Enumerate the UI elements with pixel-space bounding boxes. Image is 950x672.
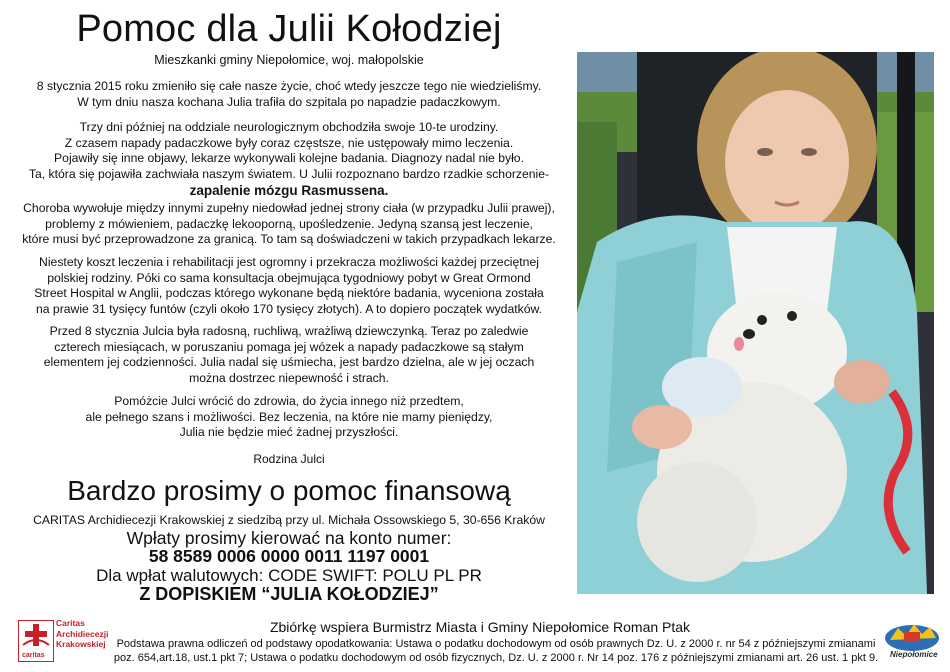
caritas-line: Krakowskiej [56,639,106,649]
bank-account-number: 58 8589 0006 0000 0011 1197 0001 [148,546,430,566]
diagnosis-text: zapalenie mózgu Rasmussena. [189,183,389,199]
text-line: polskiej rodziny. Póki co sama konsultacja obejmująca tygodniowy pobyt w Great Ormond [47,270,531,285]
subtitle: Mieszkanki gminy Niepołomice, woj. małopolskie [154,53,424,67]
caritas-line: Caritas [56,618,85,628]
caritas-line: Archidiecezji [56,628,109,639]
paragraph-6 [0,394,578,441]
caritas-logo [18,618,110,666]
text-line: problemy z mówieniem, padaczkę lekooporną, upośledzenie. Jedyną szansą jest leczenie, [45,216,533,231]
text-line: Pojawiły się inne objawy, lekarze wykonywali kolejne badania. Diagnozy nadal nie było. [54,151,524,166]
organization-address: CARITAS Archidiecezji Krakowskiej z siedzibą przy ul. Michała Ossowskiego 5, 30-656 Kraków [33,513,545,527]
paragraph-3 [0,201,578,248]
text-line: Trzy dni później na oddziale neurologicznym obchodziła swoje 10-te urodziny. [79,120,499,134]
text-line: ale pełnego szans i możliwości. Bez leczenia, na które nie mamy pieniędzy, [85,409,493,424]
paragraph-2 [0,120,578,200]
text-line: Choroba wywołuje między innymi zupełny niedowład jednej strony ciała (w przypadku Julii prawej), [23,201,555,215]
signature: Rodzina Julci [253,452,325,466]
caritas-word: caritas [22,652,45,659]
text-line: Z czasem napady padaczkowe były coraz częstsze, nie ustępowały mimo leczenia. [64,135,514,150]
text-line: Ta, która się pojawiła zachwiała naszym światem. U Julii rozpoznano bardzo rzadkie schorzenie- [28,166,550,181]
paragraph-1 [0,79,578,110]
appeal-heading: Bardzo prosimy o pomoc finansową [67,475,511,506]
caritas-emblem [18,620,54,662]
niepolomice-logo [884,618,940,664]
payment-instruction: Wpłaty prosimy kierować na konto numer: [126,528,452,548]
text-line: W tym dniu nasza kochana Julia trafiła do szpitala po napadzie padaczkowym. [77,94,501,109]
text-line: Street Hospital w Anglii, podczas którego wykonane będą niektóre badania, wyceniona została [34,286,544,301]
page-title: Pomoc dla Julii Kołodziej [76,8,502,50]
text-line: Niestety koszt leczenia i rehabilitacji jest ogromny i przekracza możliwości każdej przeciętnej [39,255,539,269]
text-line: Przed 8 stycznia Julcia była radosną, ruchliwą, wrażliwą dziewczynką. Teraz po zaledwie [49,324,529,338]
paragraph-4 [0,255,578,317]
photo-girl-with-dog [577,52,934,594]
legal-line: Podstawa prawna odliczeń od podstawy opodatkowania: Ustawa o podatku dochodowym od osób prawnych Dz. U. z 2000 r. nr 54 z późniejszymi zmianami [116,638,876,650]
text-line: elementem jej codzienności. Julia nadal się uśmiecha, jest bardzo dzielna, ale w jej oczach [43,355,535,370]
text-line: na prawie 31 tysięcy funtów (czyli około 170 tysięcy złotych). A to dopiero początek wydatków. [35,301,543,316]
caritas-logo-text [56,618,108,650]
text-line: Pomóżcie Julci wrócić do zdrowia, do życia innego niż przedtem, [114,394,464,408]
transfer-title-note: Z DOPISKIEM “JULIA KOŁODZIEJ” [139,584,439,604]
niepolomice-logo-text: Niepołomice [890,650,938,659]
text-line: 8 stycznia 2015 roku zmieniło się całe nasze życie, choć wtedy jeszcze tego nie wiedzieliśmy. [36,79,542,93]
paragraph-5 [0,324,578,386]
text-line: czterech miesiącach, w poruszaniu pomaga jej wózek a napady padaczkowe są stałym [54,339,524,354]
swift-code: Dla wpłat walutowych: CODE SWIFT: POLU PL PR [96,566,482,585]
text-line: Julia nie będzie mieć żadnej przyszłości. [179,425,399,440]
legal-basis [108,638,884,665]
text-line: które musi być przeprowadzone za granicą. To tam są doświadczeni w takich przypadkach lekarze. [22,232,556,247]
text-line: można dostrzec niepewność i strach. [189,370,389,385]
sponsor-note: Zbiórkę wspiera Burmistrz Miasta i Gminy Niepołomice Roman Ptak [269,619,691,635]
legal-line: poz. 654,art.18, ust.1 pkt 7; Ustawa o podatku dochodowym od osób fizycznych, Dz. U. z 2000 r. Nr 14 poz. 176 z późniejszymi zmianami art. 26 ust. 1 pkt 9. [113,651,879,664]
